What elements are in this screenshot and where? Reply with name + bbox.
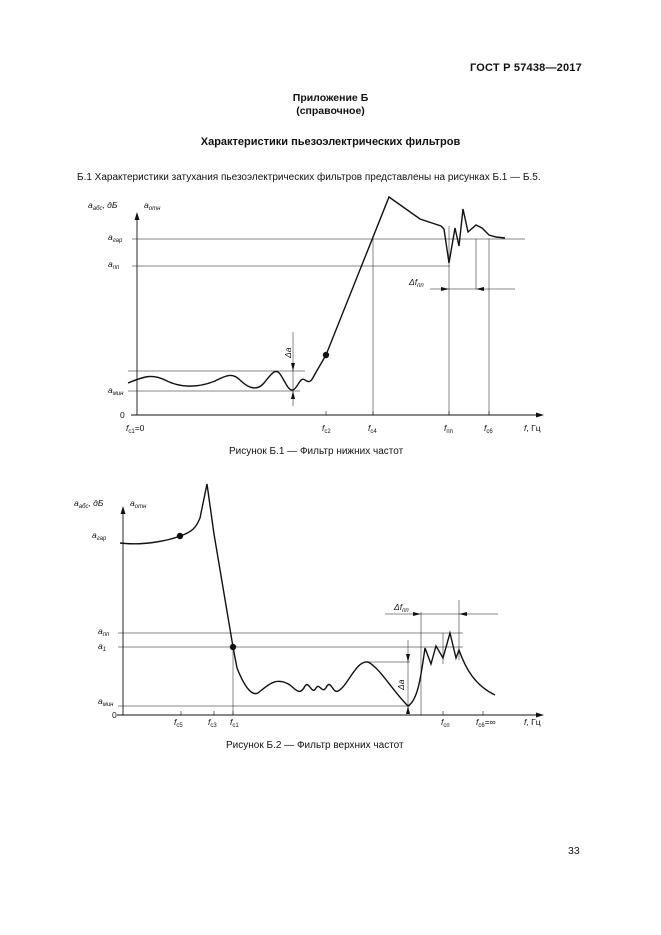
fig2-point-fc1 <box>230 644 236 650</box>
fig2-point-agar <box>177 533 183 539</box>
fig2-attenuation-curve <box>120 484 495 706</box>
document-standard-number: ГОСТ Р 57438—2017 <box>470 62 582 74</box>
fig2-label-zero: 0 <box>112 710 117 720</box>
annex-note: (справочное) <box>296 105 365 117</box>
fig2-label-fc1: $f_{с1}$ <box>230 717 239 729</box>
fig2-label-fc5: $f_{с5}$ <box>174 717 183 729</box>
fig1-label-fc2: $f_{с2}$ <box>322 423 331 435</box>
fig1-y-arrow <box>135 212 140 220</box>
section-title: Характеристики пьезоэлектрических фильтров <box>200 136 461 148</box>
annex-title: Приложение Б <box>292 92 369 104</box>
annex-heading <box>0 92 661 118</box>
fig2-delta-a-label: Δa <box>396 679 406 690</box>
fig2-label-amin: $a_{мин}$ <box>98 696 114 708</box>
fig1-x-axis-title: f, Гц <box>524 423 541 433</box>
fig2-x-arrow <box>536 713 544 718</box>
fig1-x-arrow <box>536 413 544 418</box>
fig2-y-axis-rel: $a_{отн}$ <box>130 498 147 510</box>
fig2-y-arrow <box>121 506 126 514</box>
fig2-label-a1: $a_1$ <box>98 641 107 653</box>
intro-paragraph: Б.1 Характеристики затухания пьезоэлектрических фильтров представлены на рисунках Б.1 — Б.5. <box>77 172 541 183</box>
fig1-label-app: $a_{пп}$ <box>108 259 120 271</box>
fig1-y-axis-rel: $a_{отн}$ <box>144 200 161 212</box>
fig1-label-fc4: $f_{с4}$ <box>368 423 377 435</box>
fig1-label-fc1: $f_{с1}=0$ <box>126 423 145 435</box>
fig1-label-amin: $a_{мин}$ <box>108 385 124 397</box>
fig2-label-app: $a_{пп}$ <box>98 626 110 638</box>
fig1-point-fc2 <box>323 352 329 358</box>
fig1-label-fpp: $f_{пп}$ <box>444 423 453 435</box>
page-number: 33 <box>568 845 580 857</box>
fig1-attenuation-curve <box>128 197 505 390</box>
fig1-label-fc6: $f_{с6}$ <box>484 423 493 435</box>
fig1-y-axis-title: $a_{абс}$, дБ <box>88 200 118 212</box>
fig1-delta-a-label: Δa <box>283 347 293 358</box>
fig1-label-zero: 0 <box>120 410 125 420</box>
fig1-delta-f-label: $\Delta f_{пп}$ <box>409 277 424 289</box>
figure-2-caption: Рисунок Б.2 — Фильтр верхних частот <box>226 740 404 751</box>
fig2-x-axis-title: f, Гц <box>524 717 541 727</box>
fig2-label-fc3: $f_{с3}$ <box>208 717 217 729</box>
fig2-label-fsp: $f_{сп}$ <box>441 717 450 729</box>
fig2-delta-f-label: $\Delta f_{пп}$ <box>394 602 409 614</box>
fig2-y-axis-title: $a_{абс}$, дБ <box>74 498 104 510</box>
figure-1-caption: Рисунок Б.1 — Фильтр нижних частот <box>229 446 404 457</box>
fig2-label-agar: $a_{гар}$ <box>92 530 107 542</box>
fig2-label-fc6: $f_{с6}=\infty$ <box>476 717 496 729</box>
fig1-label-agar: $a_{гар}$ <box>108 232 123 244</box>
